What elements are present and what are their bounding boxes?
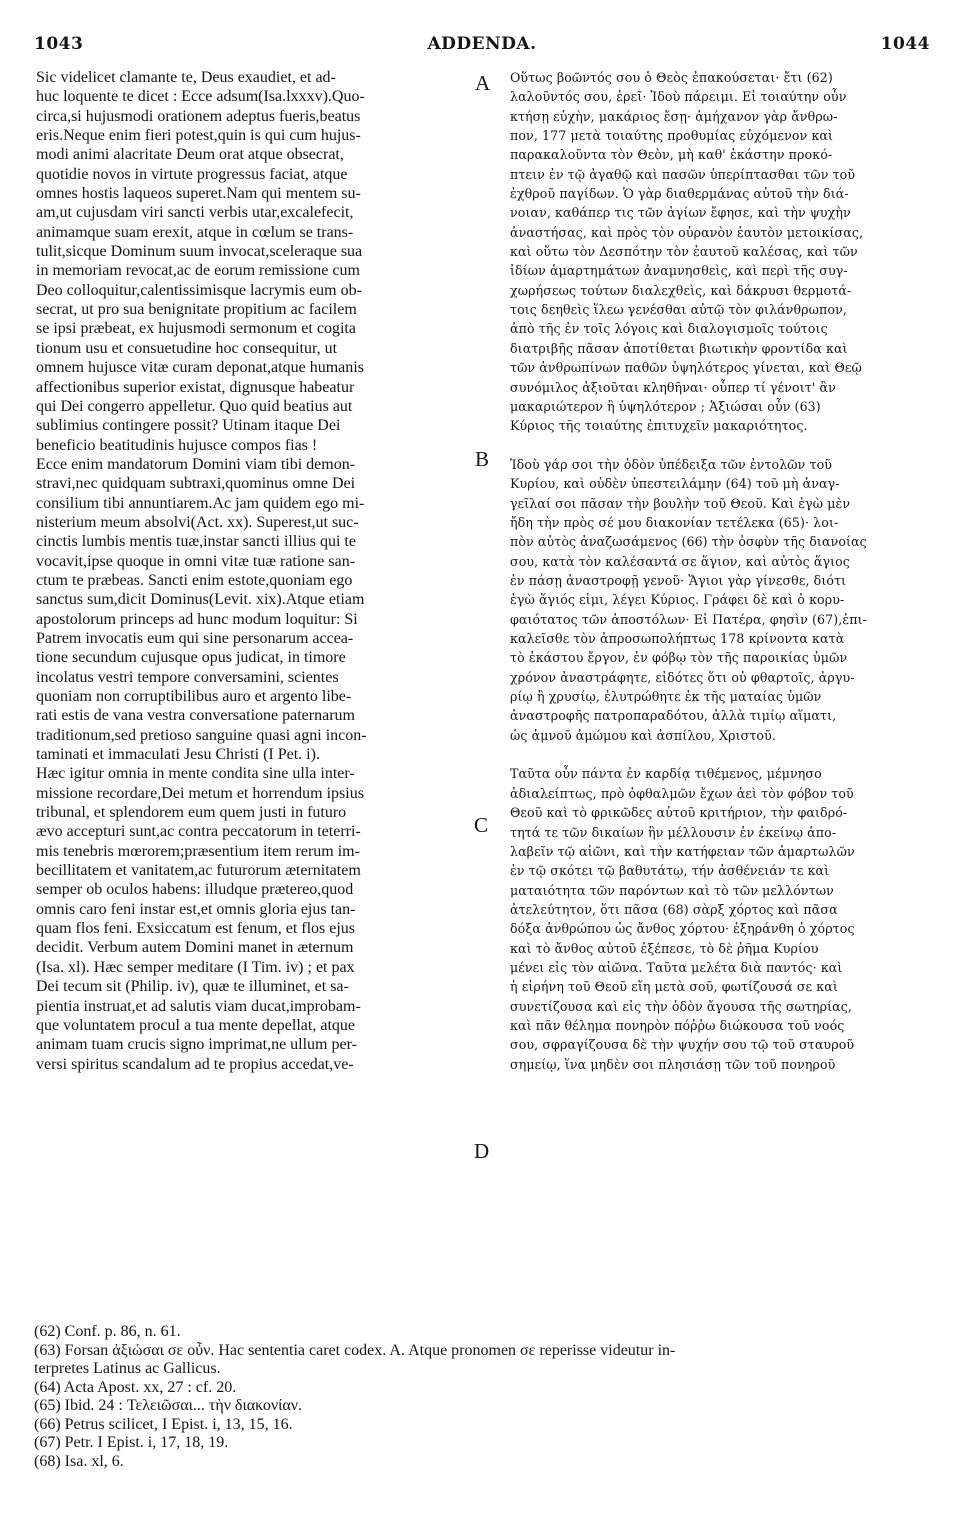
footnotes — [34, 1323, 929, 1471]
greek-text-line: Κύριος τῆς τοιαύτης ἐπιτυχεῖν μακαριότητος. — [510, 418, 808, 434]
latin-text-line: consilium tibi annuntiarem.Ac jam quidem ego mi- — [36, 494, 365, 512]
latin-text-line: ævo accepturi sunt,ac contra peccatorum in teterri- — [36, 823, 361, 841]
latin-text-line: animam tuam crucis signo imprimat,ne ullum per- — [36, 1036, 357, 1054]
latin-text-line: omnis caro feni instar est,et omnis gloria ejus tan- — [36, 900, 356, 918]
latin-text-line: decidit. Verbum autem Domini manet in æternum — [36, 939, 354, 957]
latin-text-line: tribunal, et splendorem eum quem justi in futuro — [36, 804, 347, 822]
greek-text-line: ἐν πάσῃ ἀναστροφῇ γενοῦ· Ἅγιοι γὰρ γίνεσθε, διότι — [510, 572, 847, 588]
latin-text-line: in memoriam revocat,ac de eorum remissione cum — [36, 262, 360, 280]
latin-text-line: mis tenebris mœrorem;præsentium item rerum im- — [36, 842, 360, 860]
latin-text-line: sublimius contingere possit? Utinam itaque Dei — [36, 417, 341, 435]
latin-text-line: huc loquente te dicet : Ecce adsum(Isa.lxxxv).Quo- — [36, 88, 365, 106]
latin-text-line: qui Dei congerro appelletur. Quo quid beatius aut — [36, 397, 353, 415]
latin-text-line: Patrem invocatis eum qui sine personarum accea- — [36, 629, 354, 647]
greek-text-line: ἀτελεύτητον, ὅτι πᾶσα (68) σὰρξ χόρτος καὶ πᾶσα — [510, 901, 838, 917]
greek-text-line: Θεοῦ καὶ τὸ φρικῶδες αὐτοῦ κριτήριον, τὴν φαιδρό- — [510, 805, 848, 821]
latin-text-line: Sic videlicet clamante te, Deus exaudiet, et ad- — [36, 69, 336, 86]
greek-text-line: χρόνον ἀναστράφητε, εἰδότες ὅτι οὐ φθαρτοῖς, ἀργυ- — [510, 669, 855, 685]
latin-text-line: se ipsi præbeat, ex hujusmodi sermonum et cogita — [36, 320, 356, 338]
greek-text-line: πον, 177 μετὰ τοιαύτης προθυμίας εὐχόμενον καὶ — [510, 128, 834, 144]
latin-text-line: apostolorum princeps ad hunc modum loquitur: Si — [36, 610, 358, 628]
greek-text-line: καὶ πᾶν θέλημα πονηρὸν πόῤῥω διώκουσα τοῦ νοός — [510, 1017, 845, 1033]
latin-text-line: tione secundum cujusque opus judicat, in timore — [36, 649, 346, 667]
greek-text-line: δόξα ἀνθρώπου ὡς ἄνθος χόρτου· ἐξηράνθη ὁ χόρτος — [510, 921, 855, 937]
greek-text-line: νοιαν, καθάπερ τις τῶν ἁγίων ἔφησε, καὶ τὴν ψυχὴν — [510, 205, 851, 221]
latin-text-line: versi spiritus scandalum ad te propius accedat,ve- — [36, 1055, 354, 1073]
latin-text-line: traditionum,sed pretioso sanguine quasi agni incon- — [36, 726, 367, 744]
greek-paragraph-2 — [510, 455, 926, 745]
greek-text-line: Ταῦτα οὖν πάντα ἐν καρδίᾳ τιθέμενος, μέμνησο — [510, 766, 822, 782]
greek-text-line: γεῖλαί σοι πᾶσαν τὴν βουλὴν τοῦ Θεοῦ. Καὶ ἐγὼ μὲν — [510, 495, 851, 511]
margin-marker-a: A — [475, 71, 491, 95]
latin-text-line: nisterium meum absolvi(Act. xx). Superest,ut suc- — [36, 513, 359, 531]
latin-text-line: Dei tecum sit (Philip. iv), quæ te illuminet, et sa- — [36, 978, 349, 996]
greek-text-line: τοις δεηθεὶς ἵλεω γενέσθαι αὐτῷ τὸν φιλάνθρωπον, — [510, 302, 847, 318]
greek-text-line: ἀναστροφῆς πατροπαραδότου, ἀλλὰ τιμίῳ αἵματι, — [510, 708, 837, 724]
greek-text-line: ἀπὸ τῆς ἐν τοῖς λόγοις καὶ διαλογισμοῖς τούτοις — [510, 321, 828, 337]
greek-text-line: συνετίζουσα καὶ εἰς τὴν ὁδὸν ἄγουσα τῆς σωτηρίας, — [510, 998, 853, 1014]
latin-text-line: affectionibus superior existat, dignusque habeatur — [36, 378, 355, 396]
latin-text-line: omnem hujusce vitæ curam deponat,atque humanis — [36, 359, 364, 377]
latin-text-line: quoniam non corruptibilibus auro et argento libe- — [36, 688, 352, 705]
greek-text-line: ἤδη τὴν πρὸς σέ μου διακονίαν τετέλεκα (65)· λοι- — [510, 514, 839, 530]
greek-text-line: ἰδίων ἁμαρτημάτων ἀναμνησθεὶς, καὶ περὶ τῆς συγ- — [510, 263, 848, 279]
latin-text-line: vocavit,ipse quoque in omni vitæ tuæ ratione san- — [36, 552, 356, 570]
footnote-line: (68) Isa. xl, 6. — [34, 1452, 124, 1470]
latin-text-line: missione recordare,Dei metum et horrendum ipsius — [36, 784, 364, 802]
greek-text-line: μένει εἰς τὸν αἰῶνα. Ταῦτα μελέτα διὰ παντός· καὶ — [510, 959, 843, 975]
latin-text-line: incolatus vestri tempore conversamini, scientes — [36, 668, 339, 686]
latin-text-line: stravi,nec quidquam subtraxi,quominus omne Dei — [36, 475, 356, 493]
greek-text-line: σημείῳ, ἵνα μηδὲν σοι πλησιάσῃ τῶν τοῦ πονηροῦ — [510, 1056, 836, 1072]
footnote-line: (62) Conf. p. 86, n. 61. — [34, 1323, 181, 1340]
latin-text-line: tionum usu et consuetudine hoc consequitur, ut — [36, 339, 338, 357]
greek-text-line: χωρήσεως τούτων διαλεχθεὶς, καὶ δάκρυσι θερμοτά- — [510, 282, 852, 298]
latin-text-line: sanctus sum,dicit Dominus(Levit. xix).Atque etiam — [36, 591, 365, 609]
greek-text-line: ἡ εἰρήνη τοῦ Θεοῦ εἴη μετὰ σοῦ, φωτίζουσά σε καὶ — [510, 979, 838, 995]
latin-text-line: am,ut cujusdam viri sancti verbis utar,excalefecit, — [36, 204, 354, 222]
margin-marker-d: D — [474, 1139, 490, 1163]
page-number-right: 1044 — [880, 34, 930, 54]
latin-text-line: taminati et immaculati Jesu Christi (I Pet. i). — [36, 746, 320, 764]
footnote-line: (64) Acta Apost. xx, 27 : cf. 20. — [34, 1378, 237, 1396]
greek-text-line: λαβεῖν τῷ αἰῶνι, καὶ τὴν κατήφειαν τῶν ἁμαρτωλῶν — [510, 843, 855, 859]
greek-text-line: σου, σφραγίζουσα δὲ τὴν ψυχήν σου τῷ τοῦ σταυροῦ — [510, 1037, 855, 1053]
latin-column — [36, 68, 470, 1074]
latin-text-line: ctum te præbeas. Sancti enim estote,quoniam ego — [36, 571, 353, 589]
greek-text-line: ἀναστήσας, καὶ πρὸς τὸν οὐρανὸν ἑαυτὸν μετοικίσας, — [510, 224, 864, 240]
greek-text-line: ἐγὼ ἅγιός εἰμι, λέγει Κύριος. Γράφει δὲ καὶ ὁ κορυ- — [510, 592, 845, 608]
latin-text-line: que voluntatem procul a tua mente depellat, atque — [36, 1016, 355, 1034]
latin-text-line: quotidie novos in virtute progressus faciat, atque — [36, 165, 348, 183]
page-title: ADDENDA. — [427, 34, 537, 54]
latin-text-line: Hæc igitur omnia in mente condita sine ulla inter- — [36, 765, 355, 783]
greek-text-line: ρίῳ ἢ χρυσίῳ, ἐλυτρώθητε ἐκ τῆς ματαίας ὑμῶν — [510, 689, 822, 705]
latin-text-line: Deo colloquitur,calentissimisque lacrymis eum ob- — [36, 281, 362, 299]
page-number-left: 1043 — [34, 34, 84, 54]
greek-text-line: καὶ οὕτω τὸν Δεσπότην τὸν ἑαυτοῦ καλέσας, καὶ τῶν — [510, 244, 858, 260]
footnote-line: (63) Forsan ἀξιώσαι σε οὖν. Hac sententia caret codex. A. Atque pronomen σε reperisse videutur in- — [34, 1341, 676, 1359]
greek-text-line: ἐν τῷ σκότει τῷ βαθυτάτῳ, τήν ἀσθένειάν τε καὶ — [510, 863, 830, 879]
latin-text-line: circa,si hujusmodi orationem adeptus fueris,beatus — [36, 107, 361, 125]
greek-column — [510, 68, 926, 1074]
latin-text-line: becillitatem et vanitatem,ac futurorum æternitatem — [36, 862, 361, 880]
footnote-line: (66) Petrus scilicet, I Epist. i, 13, 15, 16. — [34, 1415, 293, 1433]
greek-text-line: καὶ τὸ ἄνθος αὐτοῦ ἐξέπεσε, τὸ δὲ ῥῆμα Κυρίου — [510, 940, 819, 956]
latin-text-line: Ecce enim mandatorum Domini viam tibi demon- — [36, 455, 356, 473]
latin-text-line: beneficio beatitudinis hujusce compos fias ! — [36, 436, 318, 454]
latin-text-line: (Isa. xl). Hæc semper meditare (I Tim. iv) ; et pax — [36, 958, 355, 976]
latin-text-line: eris.Neque enim fieri potest,quin is qui cum hujus- — [36, 127, 361, 145]
greek-text-line: Οὕτως βοῶντός σου ὁ Θεὸς ἐπακούσεται· ἔτι (62) — [510, 70, 833, 85]
latin-text-line: rati estis de vana vestra conversatione paternarum — [36, 707, 355, 725]
greek-text-line: λαλοῦντός σου, ἐρεῖ· Ἰδοὺ πάρειμι. Εἰ τοιαύτην οὖν — [510, 89, 847, 105]
greek-text-line: κτήσῃ εὐχὴν, μακάριος ἔσῃ· ἀμήχανον γὰρ ἄνθρω- — [510, 108, 838, 124]
latin-text-line: pientia instruat,et ad salutis viam ducat,improbam- — [36, 997, 361, 1015]
greek-text-line: ἀδιαλείπτως, πρὸ ὀφθαλμῶν ἔχων ἀεὶ τὸν φόβον τοῦ — [510, 785, 854, 801]
greek-text-line: μακαριώτερον ἢ ὑψηλότερον ; Ἀξιώσαι οὖν (63) — [510, 398, 821, 414]
margin-marker-c: C — [474, 813, 489, 837]
footnote-line: (65) Ibid. 24 : Τελειῶσαι... τὴν διακονίαν. — [34, 1397, 303, 1414]
latin-text-line: animamque suam erexit, atque in cœlum se trans- — [36, 223, 354, 241]
margin-marker-b: B — [475, 447, 490, 471]
greek-text-line: πὸν αὐτὸς ἀναζωσάμενος (66) τὴν ὀσφὺν τῆς διανοίας — [510, 534, 867, 550]
greek-text-line: παρακαλοῦντα τὸν Θεὸν, μὴ καθ' ἑκάστην προκό- — [510, 147, 833, 163]
greek-text-line: τὸ ἑκάστου ἔργον, ἐν φόβῳ τὸν τῆς παροικίας ὑμῶν — [510, 650, 848, 666]
greek-text-line: τητά τε τῶν δικαίων ἣν μέλλουσιν ἐν ἐκείνῳ ἀπο- — [510, 824, 837, 840]
footnote-line: terpretes Latinus ac Gallicus. — [34, 1360, 221, 1377]
latin-text-line: tulit,sicque Dominum suum invocat,sceleraque sua — [36, 243, 363, 261]
latin-text-line: cinctis lumbis mentis tuæ,instar sancti illius qui te — [36, 533, 356, 551]
latin-text-line: secrat, ut pro sua benignitate propitium ac facilem — [36, 301, 357, 319]
greek-text-line: πτειν ἐν τῷ ἀγαθῷ καὶ πασῶν ὑπερίπτασθαι τῶν τοῦ — [510, 166, 856, 182]
greek-text-line: σου, κατὰ τὸν καλέσαντά σε ἅγιον, καὶ αὐτὸς ἅγιος — [510, 553, 850, 569]
latin-text-line: modi animi alacritate Deum orat atque obsecrat, — [36, 146, 344, 164]
greek-text-line: καλεῖσθε τὸν ἀπροσωπολήπτως 178 κρίνοντα κατὰ — [510, 631, 845, 647]
greek-text-line: ὡς ἀμνοῦ ἀμώμου καὶ ἀσπίλου, Χριστοῦ. — [510, 727, 776, 743]
greek-text-line: ἐχθροῦ παγίδων. Ὁ γὰρ διαθερμάνας αὐτοῦ τὴν διά- — [510, 186, 849, 202]
greek-text-line: Ἰδοὺ γάρ σοι τὴν ὁδὸν ὑπέδειξα τῶν ἐντολῶν τοῦ — [510, 456, 833, 472]
greek-text-line: ματαιότητα τῶν παρόντων καὶ τὸ τῶν μελλόντων — [510, 882, 834, 898]
greek-text-line: συνόμιλος ἀξιοῦται κληθῆναι· οὗπερ τί γένοιτ' ἂν — [510, 379, 836, 395]
latin-text-line: omnes hostis laqueos superet.Nam qui mentem su- — [36, 185, 361, 203]
latin-text-line: quam flos feni. Exsiccatum est fenum, et flos ejus — [36, 920, 356, 938]
greek-text-line: φαιότατος τῶν ἀποστόλων· Εἰ Πατέρα, φησὶν (67),ἐπι- — [510, 611, 868, 627]
greek-paragraph-1 — [510, 68, 926, 436]
footnote-line: (67) Petr. I Epist. i, 17, 18, 19. — [34, 1434, 229, 1451]
greek-text-line: διατριβῆς πᾶσαν ἀποτίθεται βιωτικὴν φροντίδα καὶ — [510, 340, 848, 356]
latin-text-line: semper ob oculos habens: illudque prætereo,quod — [36, 881, 354, 899]
greek-paragraph-3 — [510, 764, 926, 1074]
greek-text-line: τῶν ἀνθρωπίνων παθῶν ὑψηλότερος γίνεται, καὶ Θεῷ — [510, 360, 862, 376]
greek-text-line: Κυρίου, καὶ οὐδὲν ὑπεστειλάμην (64) τοῦ μὴ ἀναγ- — [510, 476, 840, 492]
